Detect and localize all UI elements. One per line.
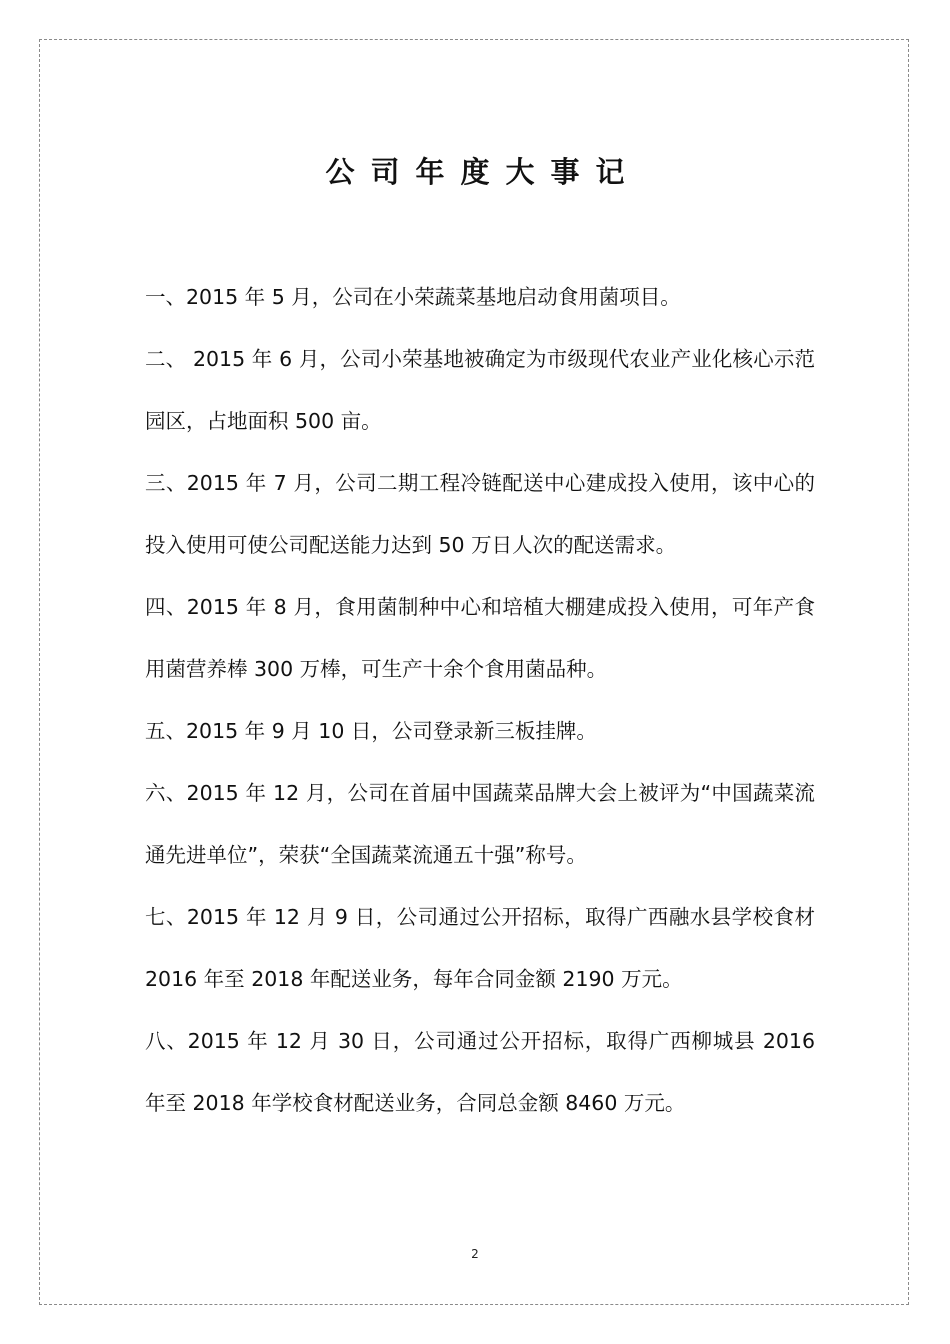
event-paragraph-7: 七、2015 年 12 月 9 日，公司通过公开招标，取得广西融水县学校食材 2016 年至 2018 年配送业务，每年合同金额 2190 万元。 <box>145 905 815 991</box>
event-paragraph-6: 六、2015 年 12 月，公司在首届中国蔬菜品牌大会上被评为“中国蔬菜流通先进单位”，荣获“全国蔬菜流通五十强”称号。 <box>145 781 815 867</box>
event-paragraph-5: 五、2015 年 9 月 10 日，公司登录新三板挂牌。 <box>145 719 597 743</box>
event-paragraph-1: 一、2015 年 5 月，公司在小荣蔬菜基地启动食用菌项目。 <box>145 285 681 309</box>
event-paragraph-3: 三、2015 年 7 月，公司二期工程冷链配送中心建成投入使用，该中心的投入使用可使公司配送能力达到 50 万日人次的配送需求。 <box>145 471 815 557</box>
event-paragraph-4: 四、2015 年 8 月，食用菌制种中心和培植大棚建成投入使用，可年产食用菌营养棒 300 万棒，可生产十余个食用菌品种。 <box>145 595 815 681</box>
page-title: 公司年度大事记 <box>325 155 641 189</box>
event-paragraph-2: 二、 2015 年 6 月，公司小荣基地被确定为市级现代农业产业化核心示范园区，占地面积 500 亩。 <box>145 347 815 433</box>
page-number: 2 <box>471 1247 479 1261</box>
event-paragraph-8: 八、2015 年 12 月 30 日，公司通过公开招标，取得广西柳城县 2016 年至 2018 年学校食材配送业务，合同总金额 8460 万元。 <box>145 1029 815 1115</box>
